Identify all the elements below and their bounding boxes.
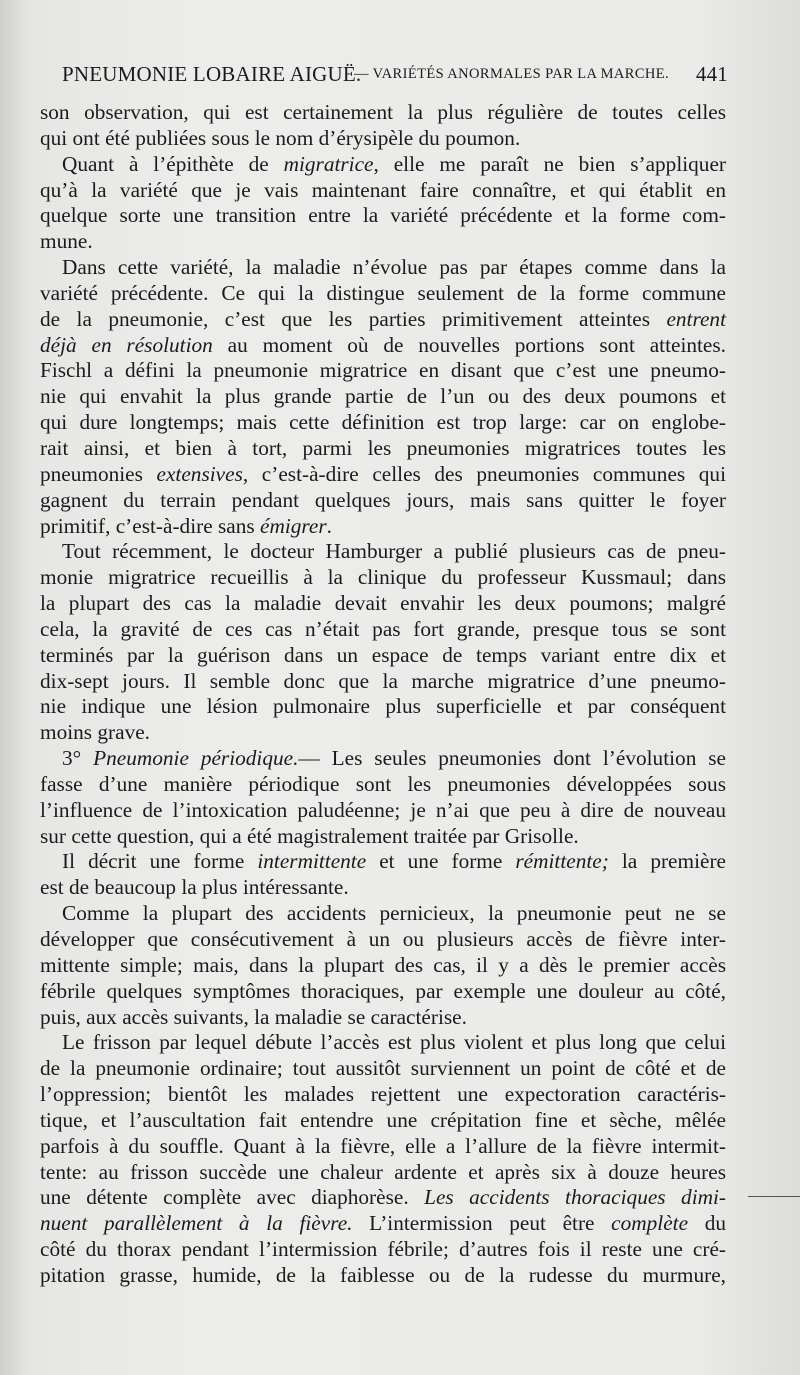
text-line: qu’à la variété que je vais maintenant faire connaître, et qui établit en — [40, 177, 726, 202]
text-line: puis, aux accès suivants, la maladie se caractérise. — [40, 1004, 467, 1029]
text-line: nie indique une lésion pulmonaire plus superficielle et par conséquent — [40, 694, 726, 719]
text-line: pneumonies extensives, c’est-à-dire celles des pneumonies communes qui — [40, 461, 726, 486]
page-number: 441 — [695, 62, 728, 86]
text-line: tente: au frisson succède une chaleur ardente et après six à douze heures — [40, 1159, 726, 1184]
text-line: l’influence de l’intoxication paludéenne; je n’ai que peu à dire de nouveau — [40, 797, 726, 822]
text-line: fasse d’une manière périodique sont les pneumonies développées sous — [40, 771, 726, 796]
text-line: développer que consécutivement à un ou plusieurs accès de fièvre inter- — [40, 927, 726, 951]
text-line: de la pneumonie ordinaire; tout aussitôt surviennent un point de côté et de — [40, 1056, 726, 1081]
text-line: mittente simple; mais, dans la plupart des cas, il y a dès le premier accès — [40, 952, 726, 977]
text-line: terminés par la guérison dans un espace de temps variant entre dix et — [40, 642, 726, 667]
body-text — [40, 100, 726, 1289]
text-line: la plupart des cas la maladie devait envahir les deux poumons; malgré — [40, 591, 726, 616]
text-line: dix-sept jours. Il semble donc que la marche migratrice d’une pneumo- — [40, 668, 726, 693]
text-line: moins grave. — [40, 720, 151, 745]
text-line: Fischl a défini la pneumonie migratrice en disant que c’est une pneumo- — [40, 358, 726, 383]
text-line: Il décrit une forme intermittente et une forme rémittente; la première — [62, 849, 726, 874]
text-line: Comme la plupart des accidents pernicieux, la pneumonie peut ne se — [62, 901, 726, 926]
running-head — [62, 62, 728, 94]
text-line: son observation, qui est certainement la plus régulière de toutes celles — [40, 100, 726, 124]
text-line: déjà en résolution au moment où de nouvelles portions sont atteintes. — [40, 332, 726, 357]
text-line: sur cette question, qui a été magistralement traitée par Grisolle. — [40, 823, 579, 848]
text-line: parfois à du souffle. Quant à la fièvre, elle a l’allure de la fièvre intermit- — [40, 1133, 726, 1158]
text-line: gagnent du terrain pendant quelques jours, mais sans quitter le foyer — [40, 487, 726, 512]
text-line: Dans cette variété, la maladie n’évolue pas par étapes comme dans la — [62, 255, 726, 280]
text-line: quelque sorte une transition entre la variété précédente et la forme com- — [40, 203, 726, 228]
text-line: tique, et l’auscultation fait entendre une crépitation fine et sèche, mêlée — [40, 1107, 726, 1132]
text-line: rait ainsi, et bien à tort, parmi les pneumonies migratrices toutes les — [40, 435, 726, 460]
text-line: nie qui envahit la plus grande partie de l’un ou des deux poumons et — [40, 384, 726, 409]
text-line: monie migratrice recueillis à la clinique du professeur Kussmaul; dans — [40, 565, 726, 590]
text-line: qui dure longtemps; mais cette définition est trop large: car on englobe- — [40, 410, 726, 435]
text-line: variété précédente. Ce qui la distingue seulement de la forme commune — [40, 280, 726, 305]
text-line: mune. — [40, 229, 93, 254]
text-line: est de beaucoup la plus intéressante. — [40, 875, 349, 900]
text-line: cela, la gravité de ces cas n’était pas fort grande, presque tous se sont — [40, 616, 726, 641]
margin-pencil-mark — [748, 1196, 800, 1197]
text-line: une détente complète avec diaphorèse. Les accidents thoraciques dimi- — [40, 1185, 726, 1210]
text-line: nuent parallèlement à la fièvre. L’intermission peut être complète du — [40, 1211, 726, 1236]
text-line: Quant à l’épithète de migratrice, elle me paraît ne bien s’appliquer — [62, 151, 726, 176]
text-line: pitation grasse, humide, de la faiblesse ou de la rudesse du murmure, — [40, 1262, 726, 1287]
text-line: fébrile quelques symptômes thoraciques, par exemple une douleur au côté, — [40, 978, 726, 1003]
text-line: l’oppression; bientôt les malades rejettent une expectoration caractéris- — [40, 1082, 726, 1107]
text-line: primitif, c’est-à-dire sans émigrer. — [40, 513, 332, 538]
text-line: Le frisson par lequel débute l’accès est plus violent et plus long que celui — [62, 1030, 726, 1055]
chapter-title: PNEUMONIE LOBAIRE AIGUË. — [62, 62, 362, 86]
text-line: côté du thorax pendant l’intermission fébrile; d’autres fois il reste une cré- — [40, 1237, 726, 1262]
text-line: de la pneumonie, c’est que les parties primitivement atteintes entrent — [40, 306, 726, 331]
text-line: Tout récemment, le docteur Hamburger a publié plusieurs cas de pneu- — [62, 539, 726, 564]
section-subtitle: — VARIÉTÉS ANORMALES PAR LA MARCHE. — [354, 66, 670, 82]
text-line: 3° Pneumonie périodique.— Les seules pneumonies dont l’évolution se — [62, 746, 726, 771]
text-line: qui ont été publiées sous le nom d’érysipèle du poumon. — [40, 125, 521, 150]
